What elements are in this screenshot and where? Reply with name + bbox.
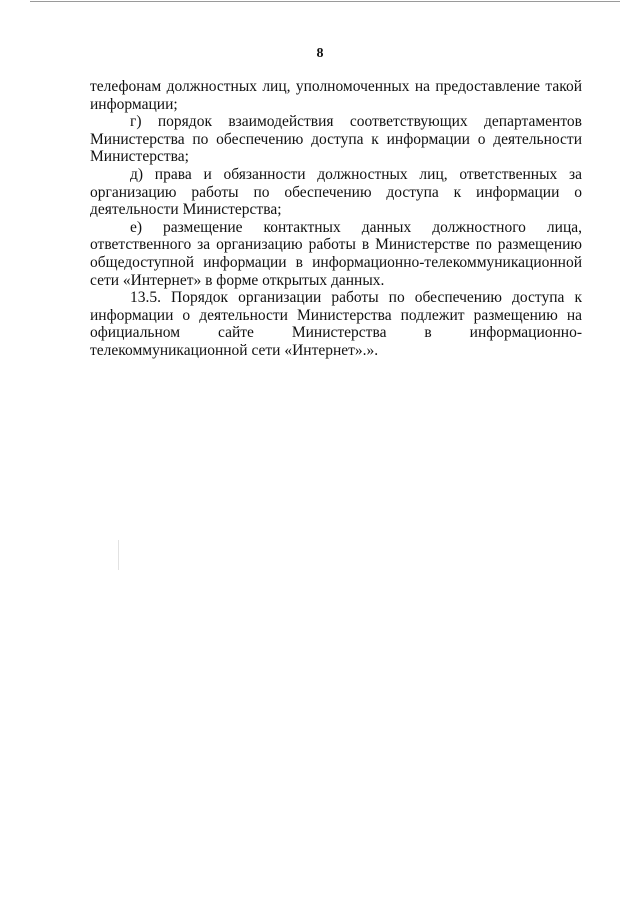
list-item-e: е) размещение контактных данных должностного лица, ответственного за организацию работы в Министерстве по размещению общедоступной информации в информационно-телекоммуникационной сети «Интернет» в форме открытых данных. [90, 218, 582, 289]
scan-artifact-line [118, 540, 119, 570]
paragraph-continuation: телефонам должностных лиц, уполномоченных на предоставление такой информации; [90, 78, 582, 113]
page-number: 8 [316, 46, 324, 61]
list-item-g: г) порядок взаимодействия соответствующих департаментов Министерства по обеспечению доступа к информации о деятельности Министерства; [90, 113, 582, 166]
scan-top-edge-line [30, 1, 620, 2]
document-body [90, 78, 582, 360]
list-item-d: д) права и обязанности должностных лиц, ответственных за организацию работы по обеспечению доступа к информации о деятельности Министерства; [90, 165, 582, 219]
clause-13-5: 13.5. Порядок организации работы по обеспечению доступа к информации о деятельности Министерства подлежит размещению на официальном сайте Министерства в информационно-телекоммуникационной сети «Интернет».». [90, 289, 582, 359]
